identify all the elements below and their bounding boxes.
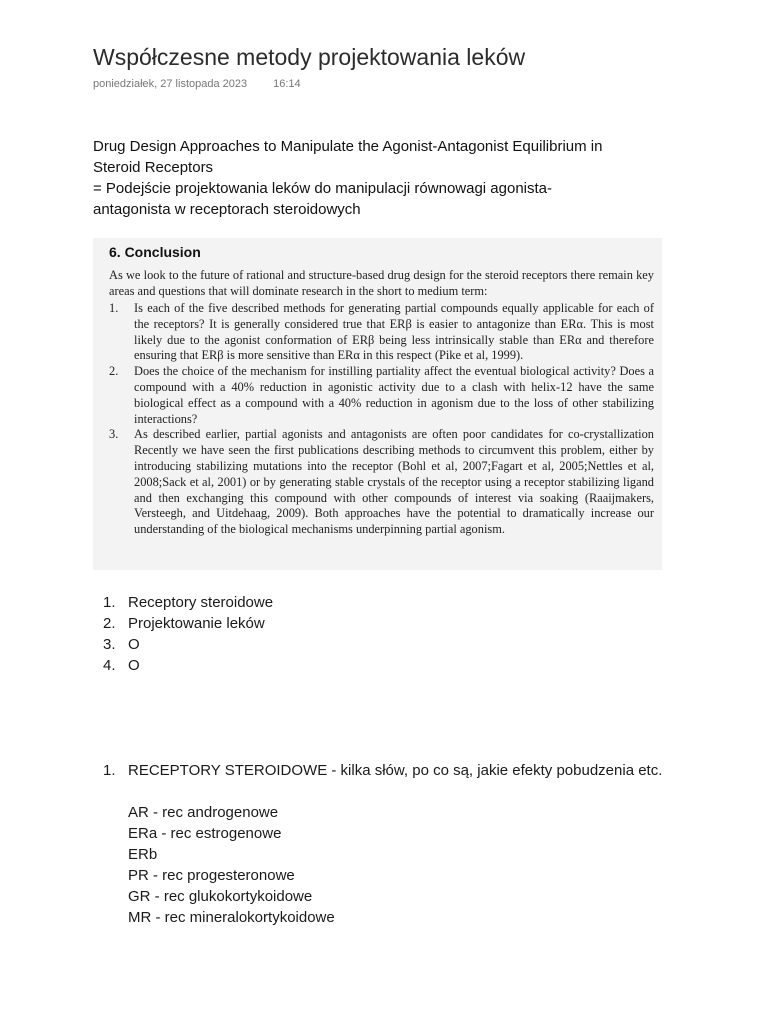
excerpt-item (109, 364, 654, 427)
article-heading (93, 136, 693, 220)
page-title: Współczesne metody projektowania leków (93, 44, 526, 70)
topic-list (103, 592, 273, 676)
excerpt-intro: As we look to the future of rational and structure-based drug design for the steroid receptors there remain key areas and questions that will dominate research in the short to medium term: (109, 268, 654, 298)
receptor-line: MR - rec mineralokortykoidowe (128, 909, 335, 926)
receptor-list (128, 802, 663, 928)
excerpt-item (109, 301, 654, 364)
note-time: 16:14 (273, 78, 301, 90)
heading-line: Steroid Receptors (93, 159, 214, 176)
pasted-excerpt-image (93, 238, 662, 570)
receptor-line: ERa - rec estrogenowe (128, 825, 282, 842)
item-number: 1. (103, 594, 116, 611)
note-date: poniedziałek, 27 listopada 2023 (93, 78, 248, 90)
excerpt-title: 6. Conclusion (109, 244, 201, 260)
item-number: 1. (109, 301, 119, 315)
receptor-line: GR - rec glukokortykoidowe (128, 888, 313, 905)
item-number: 3. (103, 636, 116, 653)
item-text: Receptory steroidowe (128, 594, 274, 611)
item-number: 1. (103, 762, 116, 779)
item-text: O (128, 657, 140, 674)
section-heading: RECEPTORY STEROIDOWE - kilka słów, po co są, jakie efekty pobudzenia etc. (128, 762, 663, 779)
item-number: 2. (109, 364, 119, 379)
excerpt-list (109, 301, 654, 538)
excerpt-item (109, 427, 654, 538)
item-text: Projektowanie leków (128, 615, 265, 632)
item-text: O (128, 636, 140, 653)
item-number: 2. (103, 615, 116, 632)
translation-line: antagonista w receptorach steroidowych (93, 201, 361, 218)
receptor-section-list (103, 760, 663, 928)
list-item[interactable] (103, 634, 273, 655)
translation-line: = Podejście projektowania leków do manipulacji równowagi agonista- (93, 180, 553, 197)
item-text: As described earlier, partial agonists and antagonists are often poor candidates for co-crystallization Recently we have seen the first publications describing methods to circumvent this problem, either by introducing stabilizing mutations into the receptor (Bohl et al, 2007;Fagart et al, 2005;Nettles et al, 2008;Sack et al, 2001) or by generating stable crystals of the receptor using a receptor stabilizing ligand and then exchanging this compound with other compounds of interest via soaking (Raaijmakers, Versteegh, and Uitdehaag, 2009). Both approaches have the potential to dramatically increase our understanding of the biological mechanisms underpinning partial agonism. (134, 427, 654, 537)
list-item[interactable] (103, 592, 273, 613)
list-item[interactable] (103, 613, 273, 634)
note-meta (93, 78, 301, 90)
list-item[interactable] (103, 760, 663, 928)
item-text: Is each of the five described methods for generating partial compounds equally applicable for each of the receptors? It is generally considered true that ERβ is easier to antagonize than ERα. This is most likely due to the agonist conformation of ERβ being less intrinsically stable than ERα and therefore ensuring that ERβ is more sensitive than ERα in this respect (Pike et al, 1999). (134, 301, 654, 363)
receptor-line: ERb (128, 846, 158, 863)
item-text: Does the choice of the mechanism for instilling partiality affect the eventual biological activity? Does a compound with a 40% reduction in agonistic activity due to a clash with helix-12 have the same biological effect as a compound with a 40% reduction in agonism due to the loss of other stabilizing interactions? (134, 364, 654, 426)
item-number: 3. (109, 427, 119, 442)
receptor-line: AR - rec androgenowe (128, 804, 279, 821)
item-number: 4. (103, 657, 116, 674)
heading-line: Drug Design Approaches to Manipulate the Agonist-Antagonist Equilibrium in (93, 138, 603, 155)
list-item[interactable] (103, 655, 273, 676)
receptor-line: PR - rec progesteronowe (128, 867, 295, 884)
